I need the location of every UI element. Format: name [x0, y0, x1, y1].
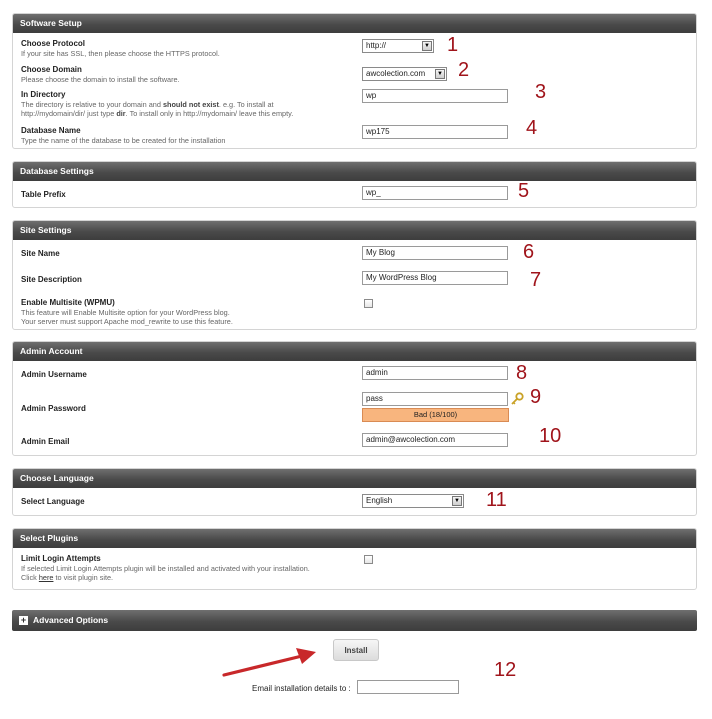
site-settings-panel	[12, 220, 697, 330]
admin-email-label: Admin Email	[21, 437, 70, 446]
dbname-desc: Type the name of the database to be created for the installation	[21, 136, 226, 145]
chevron-down-icon: ▼	[435, 69, 445, 79]
protocol-desc: If your site has SSL, then please choose the HTTPS protocol.	[21, 49, 220, 58]
password-input[interactable]: pass	[362, 392, 508, 406]
red-arrow	[220, 645, 330, 680]
limit-login-desc: If selected Limit Login Attempts plugin will be installed and activated with your installation. Click here to visit plugin site.	[21, 564, 310, 582]
prefix-row	[21, 190, 681, 199]
dbname-input[interactable]: wp175	[362, 125, 508, 139]
domain-desc: Please choose the domain to install the software.	[21, 75, 180, 84]
domain-row	[21, 65, 681, 84]
site-desc-input[interactable]: My WordPress Blog	[362, 271, 508, 285]
annotation-10: 10	[539, 425, 562, 447]
select-plugins-header: Select Plugins	[13, 529, 696, 548]
chevron-down-icon: ▼	[422, 41, 432, 51]
directory-row	[21, 90, 681, 118]
protocol-select[interactable]	[362, 39, 434, 53]
site-name-label: Site Name	[21, 249, 60, 258]
multisite-desc: This feature will Enable Multisite option for your WordPress blog. Your server must support Apache mod_rewrite to use this feature.	[21, 308, 233, 326]
annotation-2: 2	[458, 59, 470, 81]
admin-account-panel	[12, 341, 697, 456]
admin-email-row	[21, 437, 681, 446]
annotation-6: 6	[523, 241, 535, 263]
directory-desc: The directory is relative to your domain and should not exist. e.g. To install at http://mydomain/dir/ just type dir. To install only in http://mydomain/ leave this empty.	[21, 100, 294, 118]
multisite-row	[21, 298, 681, 326]
annotation-8: 8	[516, 362, 528, 384]
annotation-12: 12	[494, 659, 517, 681]
annotation-5: 5	[518, 180, 530, 202]
language-select[interactable]	[362, 494, 464, 508]
site-settings-header: Site Settings	[13, 221, 696, 240]
advanced-options-title: Advanced Options	[33, 615, 109, 625]
password-label: Admin Password	[21, 404, 86, 413]
site-name-input[interactable]: My Blog	[362, 246, 508, 260]
advanced-options-panel[interactable]	[12, 610, 697, 631]
annotation-11: 11	[486, 489, 507, 511]
annotation-7: 7	[530, 269, 542, 291]
software-setup-panel	[12, 13, 697, 149]
username-input[interactable]: admin	[362, 366, 508, 380]
multisite-checkbox[interactable]	[364, 299, 373, 308]
admin-account-header: Admin Account	[13, 342, 696, 361]
username-row	[21, 370, 681, 379]
protocol-row	[21, 39, 681, 58]
choose-language-header: Choose Language	[13, 469, 696, 488]
plugin-site-link[interactable]: here	[38, 573, 54, 582]
protocol-value: http://	[366, 41, 387, 50]
dbname-row	[21, 126, 681, 145]
choose-language-panel	[12, 468, 697, 516]
prefix-label: Table Prefix	[21, 190, 66, 199]
install-button[interactable]: Install	[333, 639, 379, 661]
domain-label: Choose Domain	[21, 65, 82, 74]
domain-value: awcolection.com	[366, 69, 426, 78]
language-row	[21, 497, 681, 506]
advanced-options-header[interactable]	[12, 610, 697, 631]
limit-login-label: Limit Login Attempts	[21, 554, 101, 563]
annotation-3: 3	[535, 81, 547, 103]
password-strength-meter: Bad (18/100)	[362, 408, 509, 422]
prefix-input[interactable]: wp_	[362, 186, 508, 200]
site-name-row	[21, 249, 681, 258]
directory-label: In Directory	[21, 90, 66, 99]
chevron-down-icon: ▼	[452, 496, 462, 506]
language-value: English	[366, 496, 393, 505]
email-details-input[interactable]	[357, 680, 459, 694]
annotation-9: 9	[530, 386, 542, 408]
limit-login-row	[21, 554, 681, 582]
password-row	[21, 404, 681, 413]
site-desc-label: Site Description	[21, 275, 82, 284]
expand-icon[interactable]: +	[20, 615, 27, 626]
annotation-1: 1	[447, 34, 459, 56]
limit-login-checkbox[interactable]	[364, 555, 373, 564]
directory-input[interactable]: wp	[362, 89, 508, 103]
select-plugins-panel	[12, 528, 697, 590]
email-details-label: Email installation details to :	[252, 684, 351, 693]
domain-select[interactable]	[362, 67, 447, 81]
site-desc-row	[21, 275, 681, 284]
database-settings-panel	[12, 161, 697, 208]
annotation-4: 4	[526, 117, 538, 139]
dbname-label: Database Name	[21, 126, 81, 135]
database-settings-header: Database Settings	[13, 162, 696, 181]
username-label: Admin Username	[21, 370, 87, 379]
software-setup-header: Software Setup	[13, 14, 696, 33]
multisite-label: Enable Multisite (WPMU)	[21, 298, 115, 307]
key-icon[interactable]	[510, 392, 524, 406]
admin-email-input[interactable]: admin@awcolection.com	[362, 433, 508, 447]
protocol-label: Choose Protocol	[21, 39, 86, 48]
language-label: Select Language	[21, 497, 85, 506]
